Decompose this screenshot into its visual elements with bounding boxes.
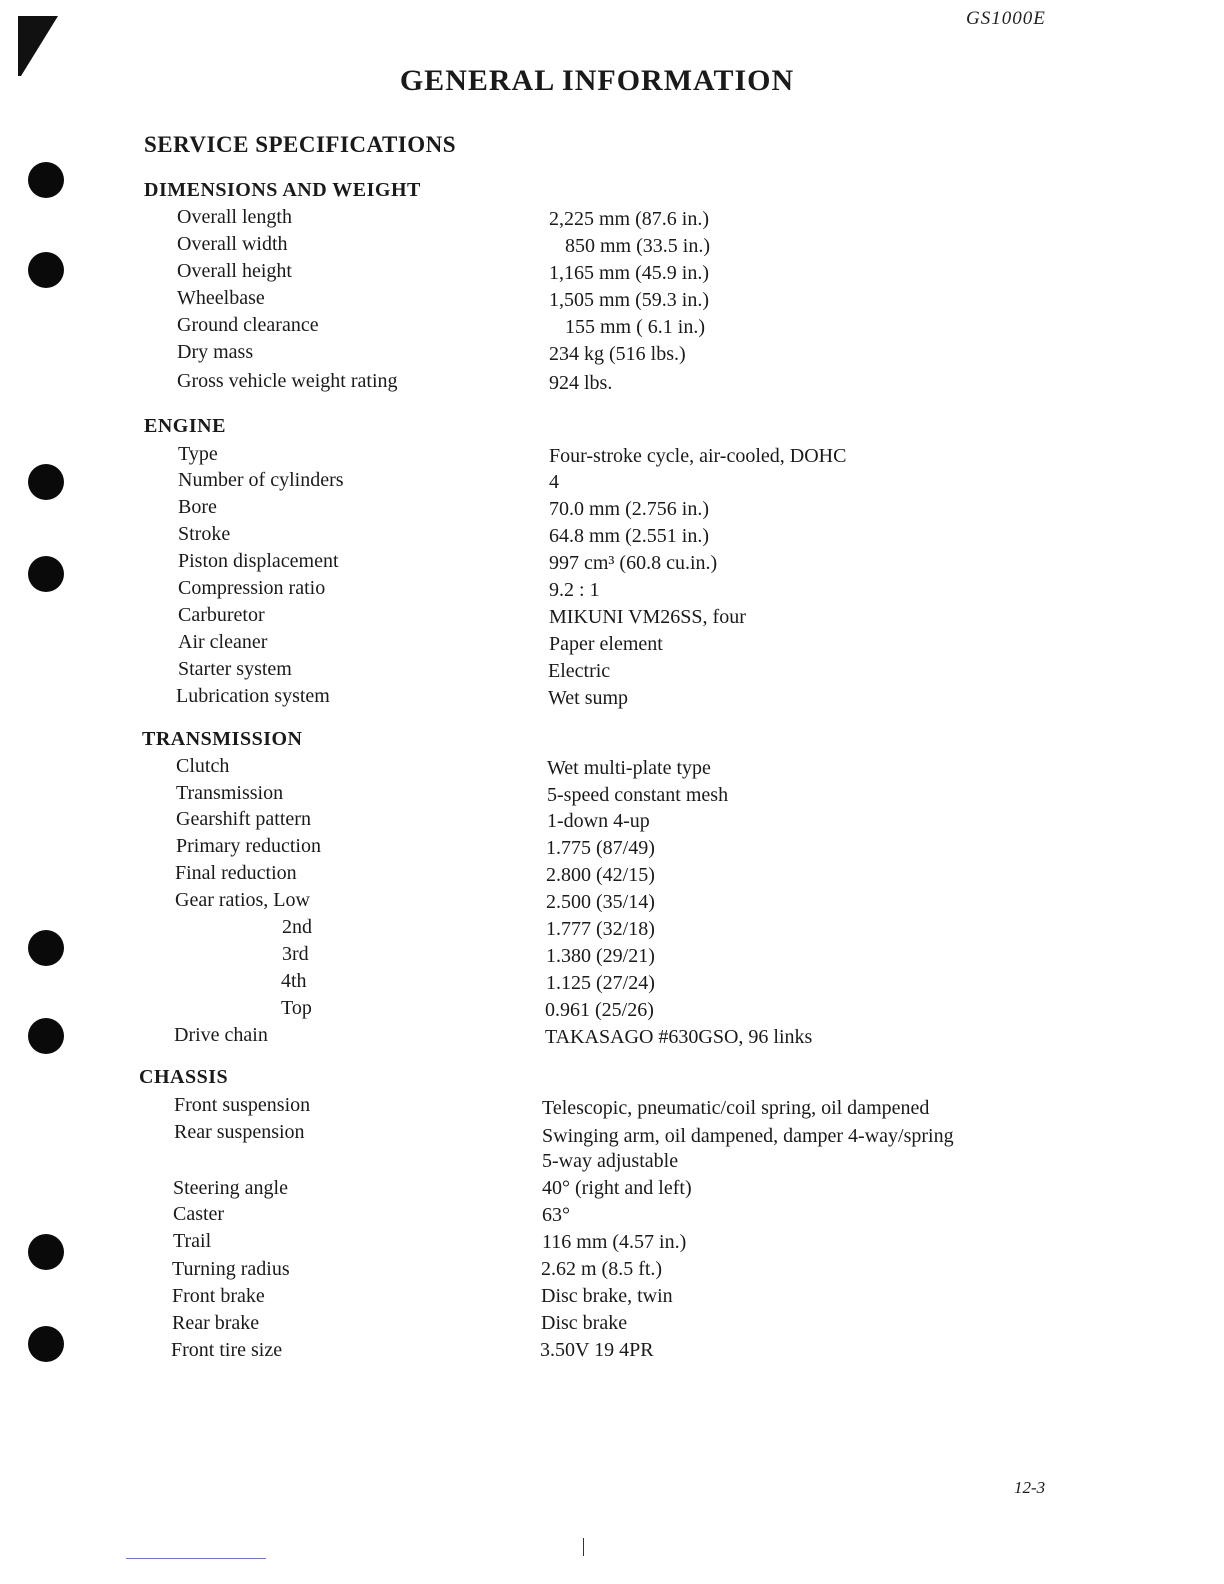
spec-value: 850 mm (33.5 in.) [565,235,710,257]
spec-value: Disc brake, twin [541,1285,673,1307]
spec-value: 63° [542,1204,570,1226]
bottom-rule [126,1558,266,1559]
spec-label: Transmission [176,782,284,804]
spec-value: 2.500 (35/14) [546,891,655,913]
page-title: GENERAL INFORMATION [399,64,795,97]
spec-label: Rear brake [172,1312,260,1334]
spec-label: Piston displacement [178,550,339,572]
spec-label: Type [178,443,218,465]
binder-hole [28,1234,64,1270]
spec-value: 155 mm ( 6.1 in.) [565,316,705,338]
spec-value: Disc brake [541,1312,628,1334]
spec-value: Four-stroke cycle, air-cooled, DOHC [549,445,847,467]
spec-label: Front tire size [171,1339,283,1361]
section-title: SERVICE SPECIFICATIONS [144,132,457,157]
spec-value: 9.2 : 1 [549,579,600,601]
spec-label: 3rd [282,943,309,965]
spec-value: Swinging arm, oil dampened, damper 4-way/spring [542,1125,954,1147]
spec-label: Front brake [172,1285,265,1307]
spec-label: Turning radius [172,1258,290,1280]
spec-label: Top [281,997,312,1019]
binder-hole [28,252,64,288]
spec-value: TAKASAGO #630GSO, 96 links [545,1026,813,1048]
group-title-chassis: CHASSIS [139,1066,229,1088]
spec-label: Gear ratios, Low [175,889,310,911]
spec-label: Stroke [178,523,231,545]
spec-value: 1.380 (29/21) [546,945,655,967]
spec-label: Lubrication system [176,685,330,707]
spec-label: Compression ratio [178,577,326,599]
spec-label: Overall length [177,206,292,228]
spec-value: 1.125 (27/24) [546,972,655,994]
spec-value: 116 mm (4.57 in.) [542,1231,687,1253]
spec-value: 1.777 (32/18) [546,918,655,940]
spec-value: 1,165 mm (45.9 in.) [549,262,709,284]
spec-label: Starter system [178,658,292,680]
spec-value: 1-down 4-up [547,810,650,832]
spec-value: MIKUNI VM26SS, four [549,606,746,628]
page-code: GS1000E [966,8,1046,29]
bottom-tick [583,1538,584,1556]
spec-label: Rear suspension [174,1121,305,1143]
binder-hole [28,556,64,592]
spec-label: Number of cylinders [178,469,344,491]
binder-hole [28,1326,64,1362]
spec-label: Overall height [177,260,292,282]
spec-value: 5-speed constant mesh [547,784,729,806]
spec-label: Trail [173,1230,212,1252]
binder-hole [28,1018,64,1054]
spec-label: Front suspension [174,1094,311,1116]
spec-label: Air cleaner [178,631,268,653]
spec-value: 3.50V 19 4PR [540,1339,654,1361]
spec-value: 2,225 mm (87.6 in.) [549,208,709,230]
spec-value: 0.961 (25/26) [545,999,654,1021]
spec-value: 924 lbs. [549,372,613,394]
spec-label: Clutch [176,755,230,777]
spec-label: Gross vehicle weight rating [177,370,398,392]
spec-value: Paper element [549,633,663,655]
spec-value: 1.775 (87/49) [546,837,655,859]
spec-label: Carburetor [178,604,265,626]
spec-label: Bore [178,496,217,518]
spec-value: 70.0 mm (2.756 in.) [549,498,709,520]
spec-value: Electric [548,660,611,682]
group-title-transmission: TRANSMISSION [142,728,303,750]
binder-hole [28,464,64,500]
spec-value: 234 kg (516 lbs.) [549,343,686,365]
spec-label: 2nd [282,916,312,938]
spec-label: Ground clearance [177,314,319,336]
spec-value: 997 cm³ (60.8 cu.in.) [549,552,718,574]
binder-hole [28,930,64,966]
spec-value: 2.62 m (8.5 ft.) [541,1258,663,1280]
binder-hole [28,162,64,198]
spec-value: 1,505 mm (59.3 in.) [549,289,709,311]
page-number: 12-3 [1014,1478,1046,1497]
spec-value: Wet sump [548,687,629,709]
spec-value: 64.8 mm (2.551 in.) [549,525,709,547]
spec-label: Primary reduction [176,835,321,857]
spec-value: 2.800 (42/15) [546,864,655,886]
spec-label: Wheelbase [177,287,265,309]
spec-label: Caster [173,1203,225,1225]
spec-value: 40° (right and left) [542,1177,692,1199]
spec-label: Gearshift pattern [176,808,311,830]
spec-label: Drive chain [174,1024,268,1046]
spec-label: Final reduction [175,862,297,884]
spec-value: Telescopic, pneumatic/coil spring, oil dampened [542,1097,930,1119]
spec-value: 4 [549,471,559,493]
group-title-dimensions: DIMENSIONS AND WEIGHT [144,179,421,201]
spec-label: 4th [281,970,307,992]
spec-label: Dry mass [177,341,254,363]
spec-value: Wet multi-plate type [547,757,711,779]
spec-label: Overall width [177,233,288,255]
spec-value: 5-way adjustable [542,1150,679,1172]
group-title-engine: ENGINE [144,415,226,437]
spec-label: Steering angle [173,1177,288,1199]
